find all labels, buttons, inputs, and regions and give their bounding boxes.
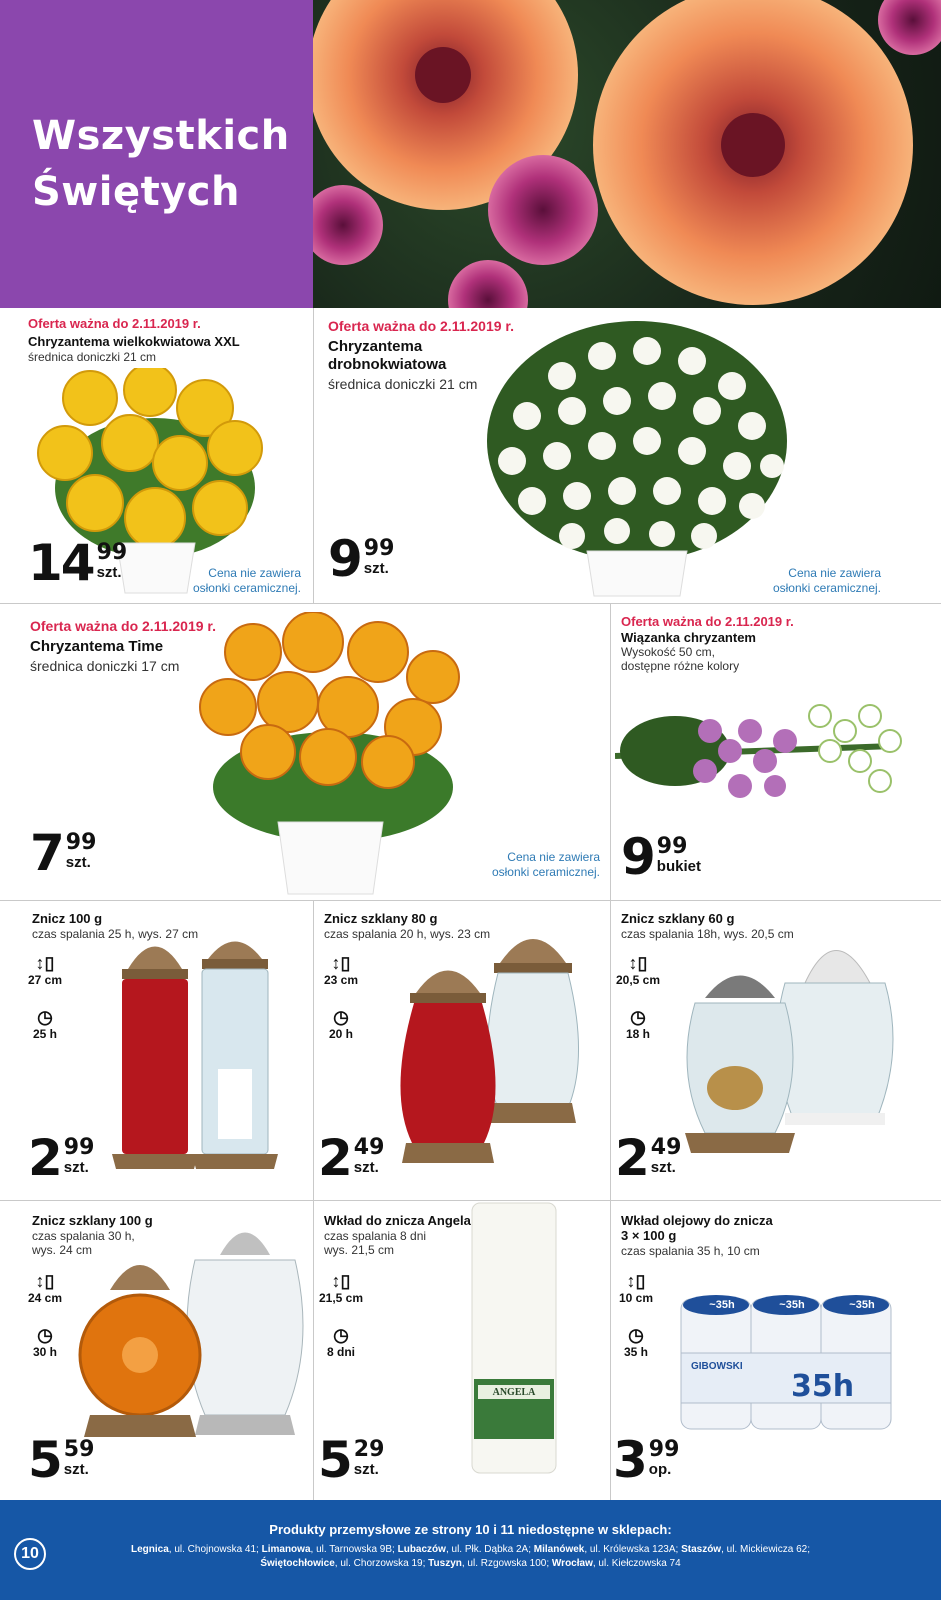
page-title: Wszystkich Świętych [32,113,290,215]
height-badge: ↕▯ 21,5 cm [318,1271,364,1305]
candle-height-icon: ↕▯ [628,953,648,973]
price-unit: szt. [650,1159,676,1176]
price [621,828,701,886]
product-card-wklad-olejowy[interactable] [611,1201,941,1500]
candle-height-icon: ↕▯ [35,1271,55,1291]
clock-icon: ◷ [630,1007,646,1027]
price [318,1129,385,1187]
burn-time-badge: ◷ 30 h [32,1325,57,1359]
product-name: Znicz szklany 100 g [32,1213,153,1228]
price [30,824,97,882]
product-name: Chryzantema wielkokwiatowa XXL [28,334,240,349]
price-integer: 2 [28,1129,61,1187]
price-unit: bukiet [656,858,701,875]
candle-height-icon: ↕▯ [331,953,351,973]
candles-image [675,923,895,1173]
price-decimal: 99 [656,834,688,859]
price-integer: 2 [615,1129,648,1187]
product-description: czas spalania 30 h, wys. 24 cm [32,1229,135,1257]
product-description: czas spalania 20 h, wys. 23 cm [324,927,491,941]
burn-time-badge: ◷ 35 h [623,1325,648,1359]
banner-flowers-illustration [313,0,941,308]
pack-cap-labels: ~35h ~35h ~35h [709,1299,875,1311]
orange-chrysanthemum-image [198,612,473,897]
price-integer: 9 [328,530,361,588]
price-decimal: 99 [363,536,395,561]
clock-icon: ◷ [37,1007,53,1027]
burn-time-badge: ◷ 8 dni [326,1325,355,1359]
price-decimal: 99 [96,540,128,565]
footer-headline: Produkty przemysłowe ze strony 10 i 11 niedostępne w sklepach: [269,1522,672,1537]
offer-validity: Oferta ważna do 2.11.2019 r. [621,614,794,629]
angela-label: ANGELA [492,1387,536,1398]
candle-insert-image [464,1201,564,1479]
product-description: średnica doniczki 21 cm [28,350,157,364]
bouquet-image [615,686,915,831]
price-integer: 14 [28,534,94,592]
header-title-box [0,0,313,308]
product-description: czas spalania 25 h, wys. 27 cm [32,927,199,941]
price-note: Cena nie zawiera osłonki ceramicznej. [491,850,600,879]
price [328,530,395,588]
price-decimal: 99 [65,830,97,855]
price-integer: 7 [30,824,63,882]
product-name: Chryzantema Time [30,638,164,655]
product-name: Chryzantema drobnokwiatowa [328,338,447,373]
price [28,534,128,592]
price-integer: 5 [318,1431,351,1489]
height-badge: ↕▯ 23 cm [323,953,359,987]
product-name: Wiązanka chryzantem [621,630,756,645]
price-decimal: 49 [650,1135,682,1160]
price-unit: szt. [96,564,122,581]
clock-icon: ◷ [333,1007,349,1027]
candles-image [110,929,280,1197]
product-name: Wkład olejowy do znicza 3 × 100 g [621,1213,773,1243]
product-card-znicz-szklany-60g[interactable] [611,901,941,1200]
product-description: średnica doniczki 17 cm [30,658,180,674]
burn-time-badge: ◷ 18 h [625,1007,650,1041]
burn-time-badge: ◷ 25 h [32,1007,57,1041]
price-integer: 3 [613,1431,646,1489]
price-decimal: 59 [63,1437,95,1462]
price [615,1129,682,1187]
product-description: czas spalania 18h, wys. 20,5 cm [621,927,794,941]
clock-icon: ◷ [37,1325,53,1345]
price-note: Cena nie zawiera osłonki ceramicznej. [192,566,301,595]
product-description: Wysokość 50 cm, dostępne różne kolory [621,645,740,673]
candle-height-icon: ↕▯ [331,1271,351,1291]
product-description: czas spalania 8 dni wys. 21,5 cm [324,1229,427,1257]
product-description: czas spalania 35 h, 10 cm [621,1244,760,1258]
product-name: Wkład do znicza Angela [324,1213,471,1228]
price [28,1431,95,1489]
offer-validity: Oferta ważna do 2.11.2019 r. [28,316,201,331]
price [318,1431,385,1489]
chrysanthemum-banner-image [313,0,941,308]
offer-validity: Oferta ważna do 2.11.2019 r. [30,618,216,634]
height-badge: ↕▯ 10 cm [618,1271,654,1305]
page-number: 10 [14,1538,46,1570]
product-name: Znicz szklany 60 g [621,911,735,926]
price-unit: szt. [63,1159,89,1176]
footer [0,1500,941,1600]
price-unit: szt. [353,1159,379,1176]
candles-image [70,1215,310,1485]
product-card-wklad-angela[interactable] [314,1201,610,1500]
price [613,1431,680,1489]
store-list-line-2: Świętochłowice, ul. Chorzowska 19; Tuszyn, ul. Rzgowska 100; Wrocław, ul. Kiełczowska 74 [260,1558,681,1569]
price-unit: szt. [363,560,389,577]
price-integer: 2 [318,1129,351,1187]
price-unit: szt. [65,854,91,871]
price-integer: 9 [621,828,654,886]
price-unit: szt. [63,1461,89,1478]
price-decimal: 49 [353,1135,385,1160]
product-description: średnica doniczki 21 cm [328,376,478,392]
product-card-znicz-szklany-100g[interactable] [0,1201,313,1500]
price-integer: 5 [28,1431,61,1489]
product-card-znicz-100g[interactable] [0,901,313,1200]
clock-icon: ◷ [333,1325,349,1345]
height-badge: ↕▯ 20,5 cm [615,953,661,987]
product-card-chryzantema-drobnokwiatowa[interactable] [314,308,941,603]
product-name: Znicz 100 g [32,911,103,926]
price-decimal: 99 [648,1437,680,1462]
price [28,1129,95,1187]
pack-big-label: 35h [791,1369,855,1404]
height-badge: ↕▯ 24 cm [27,1271,63,1305]
clock-icon: ◷ [628,1325,644,1345]
brand-label: GIBOWSKI [691,1361,743,1372]
height-badge: ↕▯ 27 cm [27,953,63,987]
offer-validity: Oferta ważna do 2.11.2019 r. [328,318,514,334]
price-decimal: 29 [353,1437,385,1462]
white-chrysanthemum-image [482,316,792,601]
candle-height-icon: ↕▯ [626,1271,646,1291]
product-card-znicz-szklany-80g[interactable] [314,901,610,1200]
product-card-chryzantema-xxl[interactable] [0,308,313,603]
store-list-line-1: Legnica, ul. Chojnowska 41; Limanowa, ul. Tarnowska 9B; Lubaczów, ul. Płk. Dąbka 2A; Milanówek, ul. Królewska 123A; Staszów, ul. Mickiewicza 62; [130,1544,811,1555]
candle-height-icon: ↕▯ [35,953,55,973]
price-unit: szt. [353,1461,379,1478]
product-card-chryzantema-time[interactable] [0,604,610,900]
candles-image [398,923,588,1193]
product-name: Znicz szklany 80 g [324,911,438,926]
price-unit: op. [648,1461,672,1478]
product-card-wiazanka[interactable] [611,604,941,900]
price-decimal: 99 [63,1135,95,1160]
price-note: Cena nie zawiera osłonki ceramicznej. [772,566,881,595]
burn-time-badge: ◷ 20 h [328,1007,353,1041]
